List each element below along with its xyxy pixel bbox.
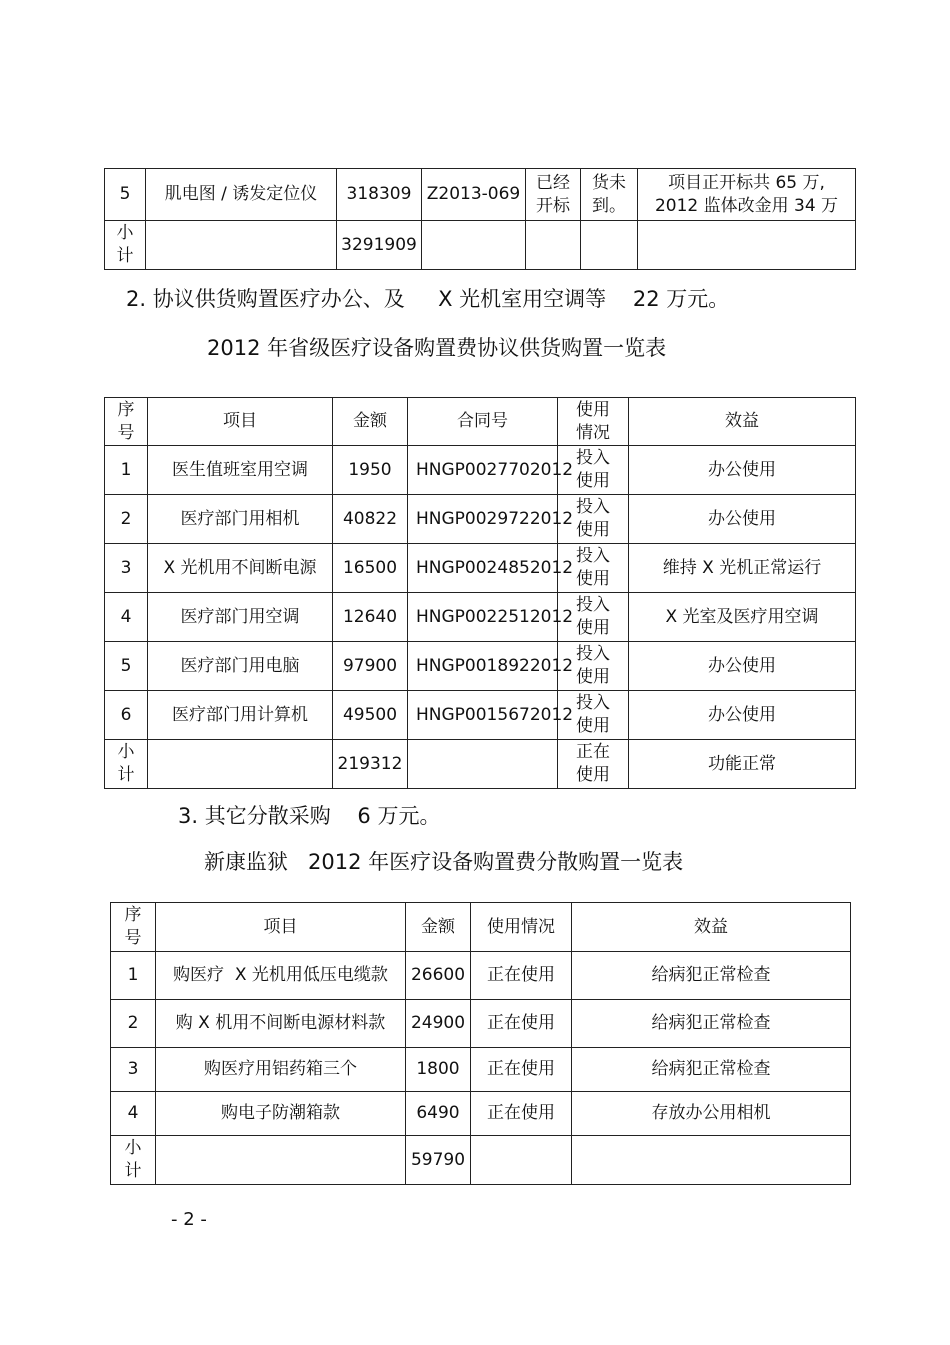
- row-number: 3: [105, 544, 148, 593]
- benefit: 办公使用: [629, 642, 856, 691]
- item-name: 肌电图 / 诱发定位仪: [146, 169, 337, 221]
- contract-number: HNGP0022512012: [408, 593, 558, 642]
- row-number: 4: [111, 1092, 156, 1136]
- table-agreement-purchase: [104, 397, 856, 789]
- table-row: [105, 544, 856, 593]
- amount: 24900: [406, 1000, 471, 1048]
- contract-number: HNGP0024852012: [408, 544, 558, 593]
- amount: 3291909: [337, 221, 422, 270]
- delivery-note: [581, 221, 638, 270]
- status: 投入 使用: [558, 495, 629, 544]
- header-contract: 合同号: [408, 398, 558, 446]
- table-row: [105, 169, 856, 221]
- status: 已经 开标: [526, 169, 581, 221]
- amount: 6490: [406, 1092, 471, 1136]
- benefit: 办公使用: [629, 446, 856, 495]
- status: 正在 使用: [558, 740, 629, 789]
- amount: 26600: [406, 952, 471, 1000]
- item-name: 医疗部门用电脑: [148, 642, 333, 691]
- benefit: 功能正常: [629, 740, 856, 789]
- row-number: 5: [105, 169, 146, 221]
- contract-number: Z2013-069: [422, 169, 526, 221]
- amount: 318309: [337, 169, 422, 221]
- contract-number: [422, 221, 526, 270]
- amount: 40822: [333, 495, 408, 544]
- header-amount: 金额: [406, 903, 471, 952]
- item-name: 医疗部门用空调: [148, 593, 333, 642]
- benefit: 维持 X 光机正常运行: [629, 544, 856, 593]
- row-number: 6: [105, 691, 148, 740]
- contract-number: [408, 740, 558, 789]
- table-row: [105, 642, 856, 691]
- item-name: X 光机用不间断电源: [148, 544, 333, 593]
- header-row: [105, 398, 856, 446]
- status: [526, 221, 581, 270]
- table-row: [105, 593, 856, 642]
- status: 正在使用: [471, 1048, 572, 1092]
- header-amount: 金额: [333, 398, 408, 446]
- header-status: 使用 情况: [558, 398, 629, 446]
- subtotal-label: 小 计: [105, 740, 148, 789]
- amount: 1950: [333, 446, 408, 495]
- table-row: [105, 691, 856, 740]
- table-2-title: 2012 年省级医疗设备购置费协议供货购置一览表: [207, 336, 667, 360]
- benefit: 办公使用: [629, 495, 856, 544]
- amount: 49500: [333, 691, 408, 740]
- amount: 97900: [333, 642, 408, 691]
- item-name: 医疗部门用计算机: [148, 691, 333, 740]
- section-3-heading: 3. 其它分散采购 6 万元。: [178, 804, 441, 828]
- item-name: 医疗部门用相机: [148, 495, 333, 544]
- page-number: - 2 -: [171, 1209, 207, 1230]
- header-benefit: 效益: [629, 398, 856, 446]
- row-number: 2: [111, 1000, 156, 1048]
- row-number: 1: [111, 952, 156, 1000]
- header-benefit: 效益: [572, 903, 851, 952]
- amount: 219312: [333, 740, 408, 789]
- header-item: 项目: [156, 903, 406, 952]
- item-name: 购电子防潮箱款: [156, 1092, 406, 1136]
- item-name: [156, 1136, 406, 1185]
- header-no: 序 号: [105, 398, 148, 446]
- amount: 12640: [333, 593, 408, 642]
- row-number: 1: [105, 446, 148, 495]
- status: 正在使用: [471, 952, 572, 1000]
- header-status: 使用情况: [471, 903, 572, 952]
- table-row: [111, 1000, 851, 1048]
- contract-number: HNGP0015672012: [408, 691, 558, 740]
- benefit: 给病犯正常检查: [572, 1000, 851, 1048]
- section-2-heading: 2. 协议供货购置医疗办公、及 X 光机室用空调等 22 万元。: [126, 287, 730, 311]
- status: 投入 使用: [558, 544, 629, 593]
- table-row: [111, 952, 851, 1000]
- status: 投入 使用: [558, 691, 629, 740]
- remark: [638, 221, 856, 270]
- status: 投入 使用: [558, 593, 629, 642]
- benefit: X 光室及医疗用空调: [629, 593, 856, 642]
- row-number: 4: [105, 593, 148, 642]
- status: 正在使用: [471, 1000, 572, 1048]
- table-row: [105, 446, 856, 495]
- table-continuation: [104, 168, 856, 270]
- item-name: [148, 740, 333, 789]
- subtotal-row: [105, 740, 856, 789]
- amount: 1800: [406, 1048, 471, 1092]
- amount: 59790: [406, 1136, 471, 1185]
- subtotal-row: [105, 221, 856, 270]
- amount: 16500: [333, 544, 408, 593]
- status: 投入 使用: [558, 642, 629, 691]
- item-name: 购 X 机用不间断电源材料款: [156, 1000, 406, 1048]
- header-row: [111, 903, 851, 952]
- benefit: 给病犯正常检查: [572, 1048, 851, 1092]
- item-name: 购医疗用铝药箱三个: [156, 1048, 406, 1092]
- benefit: [572, 1136, 851, 1185]
- subtotal-label: 小 计: [105, 221, 146, 270]
- remark: 项目正开标共 65 万, 2012 监体改金用 34 万: [638, 169, 856, 221]
- benefit: 给病犯正常检查: [572, 952, 851, 1000]
- header-no: 序 号: [111, 903, 156, 952]
- item-name: 医生值班室用空调: [148, 446, 333, 495]
- table-row: [105, 495, 856, 544]
- contract-number: HNGP0018922012: [408, 642, 558, 691]
- contract-number: HNGP0029722012: [408, 495, 558, 544]
- contract-number: HNGP0027702012: [408, 446, 558, 495]
- table-row: [111, 1048, 851, 1092]
- item-name: [146, 221, 337, 270]
- benefit: 办公使用: [629, 691, 856, 740]
- table-scattered-purchase: [110, 902, 851, 1185]
- item-name: 购医疗 X 光机用低压电缆款: [156, 952, 406, 1000]
- row-number: 5: [105, 642, 148, 691]
- header-item: 项目: [148, 398, 333, 446]
- status: [471, 1136, 572, 1185]
- table-row: [111, 1092, 851, 1136]
- subtotal-row: [111, 1136, 851, 1185]
- row-number: 2: [105, 495, 148, 544]
- delivery-note: 货未 到。: [581, 169, 638, 221]
- row-number: 3: [111, 1048, 156, 1092]
- benefit: 存放办公用相机: [572, 1092, 851, 1136]
- table-3-title: 新康监狱 2012 年医疗设备购置费分散购置一览表: [204, 850, 684, 874]
- status: 正在使用: [471, 1092, 572, 1136]
- subtotal-label: 小 计: [111, 1136, 156, 1185]
- status: 投入 使用: [558, 446, 629, 495]
